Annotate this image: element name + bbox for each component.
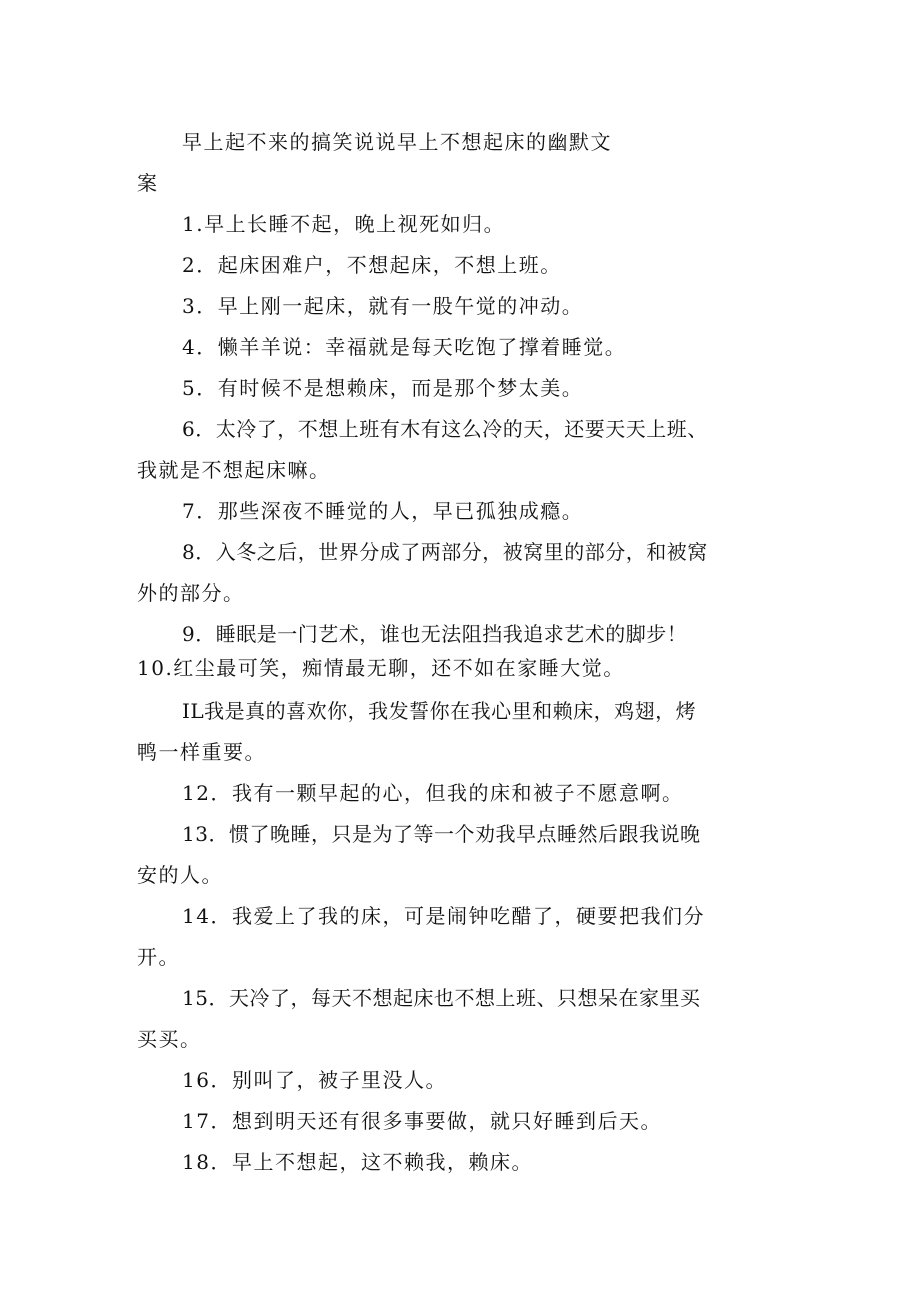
paragraph-line: 外的部分。 — [137, 581, 245, 605]
paragraph-line: 1.早上长睡不起，晚上视死如归。 — [182, 212, 506, 236]
paragraph-line: 我就是不想起床嘛。 — [137, 458, 331, 482]
paragraph-line: 2．起床困难户，不想起床，不想上班。 — [182, 253, 562, 277]
paragraph-line: 开。 — [137, 945, 180, 969]
paragraph-line: 17．想到明天还有很多事要做，就只好睡到后天。 — [182, 1109, 662, 1133]
paragraph-line: 8．入冬之后，世界分成了两部分，被窝里的部分，和被窝 — [182, 540, 708, 564]
paragraph-line: IL我是真的喜欢你，我发誓你在我心里和赖床，鸡翅，烤 — [182, 699, 697, 723]
paragraph-line: 鸭一样重要。 — [137, 740, 266, 764]
paragraph-line: 14．我爱上了我的床，可是闹钟吃醋了，硬要把我们分 — [182, 904, 705, 928]
paragraph-line: 安的人。 — [137, 863, 223, 887]
paragraph-line: 12．我有一颗早起的心，但我的床和被子不愿意啊。 — [182, 781, 684, 805]
paragraph-line: 16．别叫了，被子里没人。 — [182, 1068, 447, 1092]
paragraph-line: 7．那些深夜不睡觉的人，早已孤独成瘾。 — [182, 499, 584, 523]
paragraph-line: 10.红尘最可笑，痴情最无聊，还不如在家睡大觉。 — [137, 656, 625, 680]
document-title-line-1: 早上起不来的搞笑说说早上不想起床的幽默文 — [182, 130, 612, 154]
paragraph-line: 5．有时候不是想赖床，而是那个梦太美。 — [182, 376, 584, 400]
document-title-line-2: 案 — [137, 171, 159, 195]
paragraph-line: 买买。 — [137, 1027, 202, 1051]
paragraph-line: 13．惯了晚睡，只是为了等一个劝我早点睡然后跟我说晚 — [182, 822, 701, 846]
paragraph-line: 4．懒羊羊说：幸福就是每天吃饱了撑着睡觉。 — [182, 335, 627, 359]
paragraph-line: 15．天冷了，每天不想起床也不想上班、只想呆在家里买 — [182, 986, 701, 1010]
paragraph-line: 6．太冷了，不想上班有木有这么冷的天，还要天天上班、 — [182, 417, 708, 441]
paragraph-line: 3．早上刚一起床，就有一股午觉的冲动。 — [182, 294, 584, 318]
paragraph-line: 9．睡眠是一门艺术，谁也无法阻挡我追求艺术的脚步！ — [182, 622, 688, 646]
paragraph-line: 18．早上不想起，这不赖我，赖床。 — [182, 1150, 533, 1174]
